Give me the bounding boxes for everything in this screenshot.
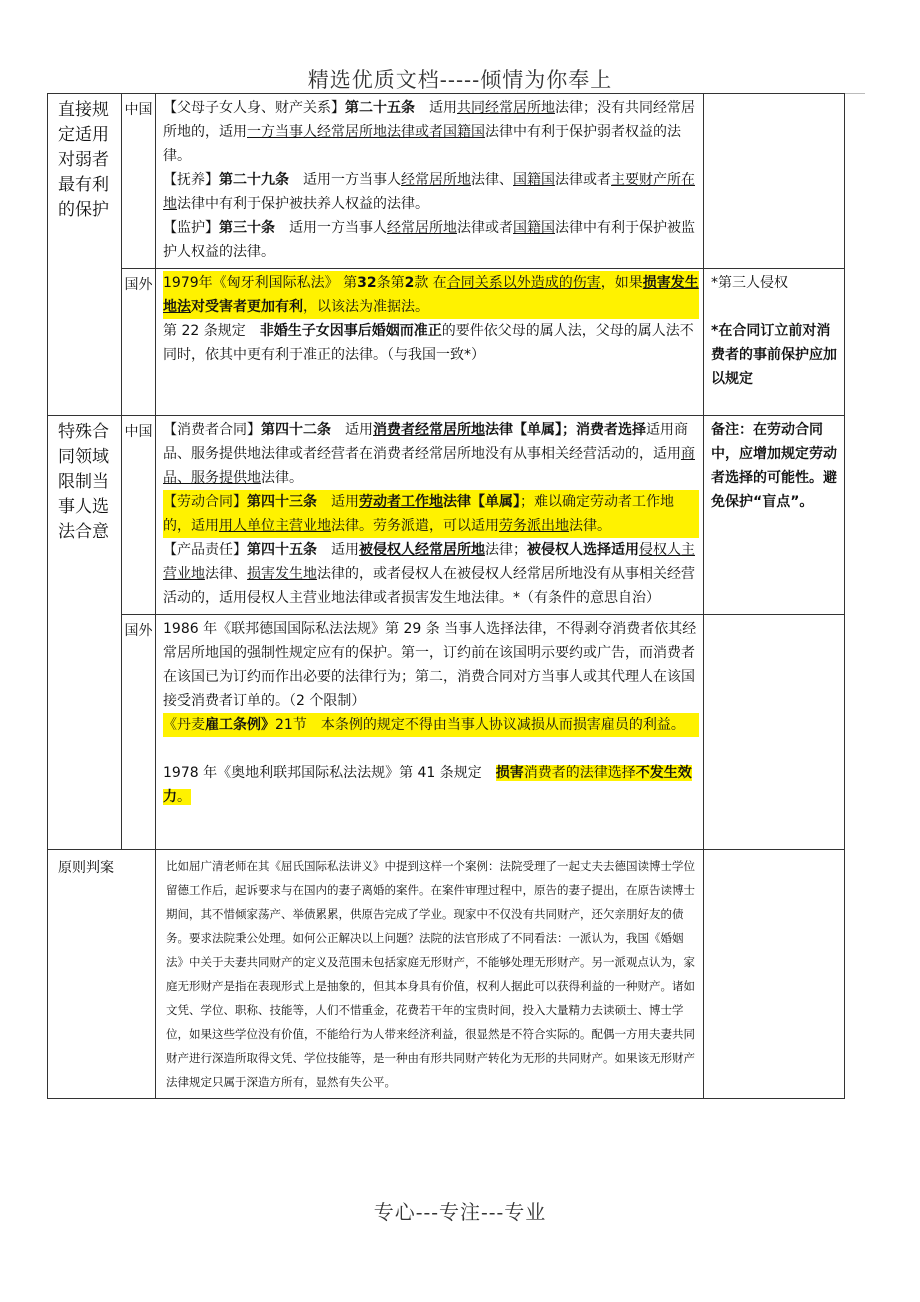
section1-china-content [156, 94, 704, 269]
table-row [48, 850, 845, 1099]
case-text: 比如屈广清老师在其《屈氏国际私法讲义》中提到这样一个案例：法院受理了一起丈夫去德国读博士学位留德工作后，起诉要求与在国内的妻子离婚的案件。在案件审理过程中，原告的妻子提出，在原告读博士期间，其不惜倾家荡产、举债累累，供原告完成了学业。现家中不仅没有共同财产，还欠亲朋好友的债务。要求法院秉公处理。如何公正解决以上问题？法院的法官形成了不同看法：一派认为，我国《婚姻法》中关于夫妻共同财产的定义及范围未包括家庭无形财产，不能够处理无形财产。另一派观点认为，家庭无形财产是指在表现形式上是抽象的，但其本身具有价值，权利人据此可以获得利益的一种财产。诸如文凭、学位、职称、技能等，人们不惜重金，花费若干年的宝贵时间，投入大量精力去读硕士、博士学位，如果这些学位没有价值，不能给行为人带来经济利益，很显然是不符合实际的。配偶一方用夫妻共同财产进行深造所取得文凭、学位技能等，是一种由有形共同财产转化为无形的共同财产。如果该无形财产法律规定只属于深造方所有，显然有失公平。 [156, 850, 704, 1099]
germany-clause: 1986 年《联邦德国国际私法法规》第 29 条 当事人选择法律，不得剥夺消费者依其经常居所地国的强制性规定应有的保护。第一，订约前在该国明示要约或广告，而消费者在该国已为订约而作出必要的法律行为；第二，消费合同对方当事人或其代理人在该国接受消费者订单的。（2 个限制） [163, 621, 697, 709]
table-row [48, 416, 845, 615]
section2-foreign-content [156, 615, 704, 850]
section3-note [704, 850, 845, 1099]
legitimation-clause: 第 22 条规定 非婚生子女因事后婚姻而准正的要件依父母的属人法，父母的属人法不同时，依其中更有利于准正的法律。（与我国一致*） [163, 323, 694, 363]
section1-label: 直接规定适用对弱者最有利的保护 [48, 94, 122, 416]
clause-25: 【父母子女人身、财产关系】第二十五条 适用共同经常居所地法律；没有共同经常居所地的，适用一方当事人经常居所地法律或者国籍国法律中有利于保护弱者权益的法律。 [163, 100, 695, 164]
section3-label: 原则判案 [48, 850, 156, 1099]
foreign-label: 国外 [122, 269, 156, 416]
note-precontract: *在合同订立前对消费者的事前保护应加以规定 [711, 323, 837, 387]
section2-china-note: 备注：在劳动合同中，应增加规定劳动者选择的可能性。避免保护“盲点”。 [704, 416, 845, 615]
clause-29: 【抚养】第二十九条 适用一方当事人经常居所地法律、国籍国法律或者主要财产所在地法律中有利于保护被扶养人权益的法律。 [163, 172, 695, 212]
china-label: 中国 [122, 94, 156, 269]
austria-clause: 1978 年《奥地利联邦国际私法法规》第 41 条规定 损害消费者的法律选择不发生效力。 [163, 765, 692, 805]
china-label: 中国 [122, 416, 156, 615]
section2-foreign-note [704, 615, 845, 850]
section1-china-note [704, 94, 845, 269]
clause-45: 【产品责任】第四十五条 适用被侵权人经常居所地法律；被侵权人选择适用侵权人主营业地法律、损害发生地法律的，或者侵权人在被侵权人经常居所地没有从事相关经营活动的，适用侵权人主营业地法律或者损害发生地法律。*（有条件的意思自治） [163, 542, 695, 606]
clause-42: 【消费者合同】第四十二条 适用消费者经常居所地法律【单属】；消费者选择适用商品、服务提供地法律或者经营者在消费者经常居所地没有从事相关经营活动的，适用商品、服务提供地法律。 [163, 422, 695, 486]
law-table [47, 93, 845, 1099]
foreign-label: 国外 [122, 615, 156, 850]
hungary-clause: 1979年《匈牙利国际私法》 第32条第2款 在合同关系以外造成的伤害，如果损害发生地法对受害者更加有利，以该法为准据法。 [163, 271, 699, 319]
table-row [48, 269, 845, 416]
section2-label: 特殊合同领域限制当事人选法合意 [48, 416, 122, 850]
section1-foreign-content [156, 269, 704, 416]
clause-43: 【劳动合同】第四十三条 适用劳动者工作地法律【单属】；难以确定劳动者工作地的，适用用人单位主营业地法律。劳务派遣，可以适用劳务派出地法律。 [163, 490, 699, 538]
section2-china-content [156, 416, 704, 615]
table-row [48, 615, 845, 850]
clause-30: 【监护】第三十条 适用一方当事人经常居所地法律或者国籍国法律中有利于保护被监护人权益的法律。 [163, 220, 695, 260]
page-footer: 专心---专注---专业 [373, 1200, 547, 1224]
table-row [48, 94, 845, 269]
denmark-clause: 《丹麦雇工条例》21节 本条例的规定不得由当事人协议减损从而损害雇员的利益。 [163, 713, 699, 737]
section1-foreign-note [704, 269, 845, 416]
note-third-party: *第三人侵权 [711, 275, 788, 291]
page-header: 精选优质文档-----倾情为你奉上 [307, 68, 613, 92]
